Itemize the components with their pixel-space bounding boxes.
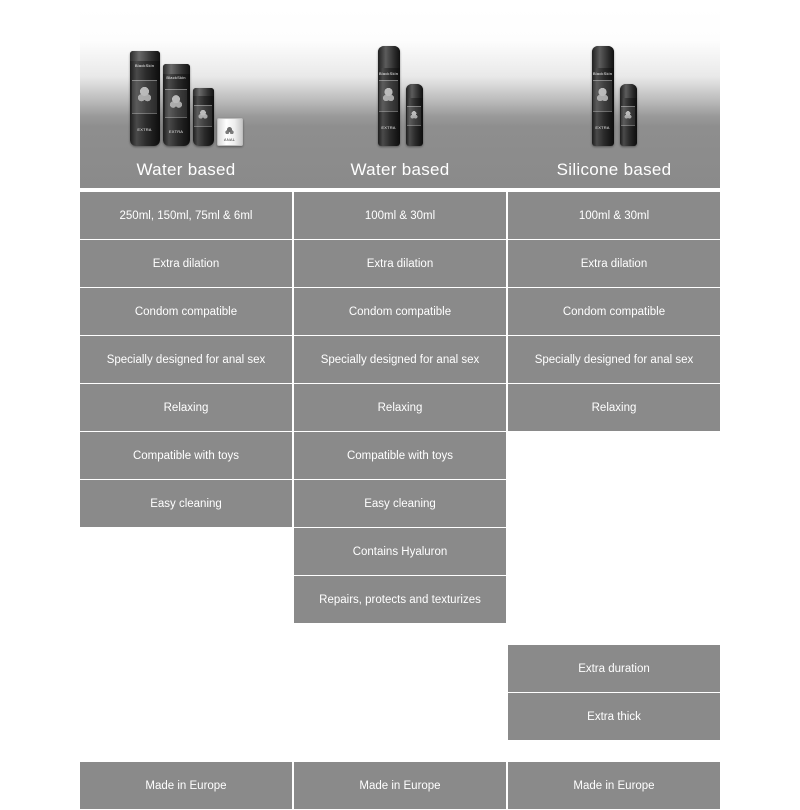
table-cell-empty — [294, 645, 506, 692]
table-row — [80, 576, 720, 623]
table-cell: Extra dilation — [294, 240, 506, 287]
product-spray-100ml — [378, 46, 400, 146]
spray-cap-icon — [378, 46, 400, 68]
table-cell-empty — [294, 693, 506, 740]
table-row — [80, 762, 720, 809]
face-graphic-icon — [196, 108, 209, 121]
comparison-table — [80, 192, 720, 810]
product-sachet-6ml — [217, 118, 243, 146]
table-cell-empty — [508, 741, 720, 761]
table-cell: Extra dilation — [80, 240, 292, 287]
face-graphic-icon — [381, 84, 395, 104]
table-cell: Compatible with toys — [80, 432, 292, 479]
table-cell: Made in Europe — [508, 762, 720, 809]
table-cell-empty — [80, 693, 292, 740]
table-row — [80, 240, 720, 287]
tube-cap-icon — [163, 64, 190, 74]
product-variant-text: EXTRA — [168, 129, 184, 134]
table-cell-empty — [80, 645, 292, 692]
table-row — [80, 645, 720, 692]
table-cell: Made in Europe — [294, 762, 506, 809]
table-row — [80, 693, 720, 740]
table-cell-empty — [508, 432, 720, 479]
table-spacer — [80, 624, 720, 644]
table-cell-empty — [508, 624, 720, 644]
table-cell: 100ml & 30ml — [508, 192, 720, 239]
table-cell: Relaxing — [508, 384, 720, 431]
table-cell-empty — [508, 480, 720, 527]
table-cell: Specially designed for anal sex — [294, 336, 506, 383]
product-group-sprays-silicone — [508, 26, 720, 146]
product-hero-band — [80, 8, 720, 188]
hero-title-1: Water based — [136, 160, 236, 179]
table-cell-empty — [294, 624, 506, 644]
spray-cap-icon — [406, 84, 423, 98]
table-cell-empty — [80, 576, 292, 623]
table-cell-empty — [508, 576, 720, 623]
table-cell-empty — [508, 528, 720, 575]
product-brand-text: BlackSkin — [134, 63, 155, 68]
product-group-sprays-water — [294, 26, 506, 146]
table-cell: 250ml, 150ml, 75ml & 6ml — [80, 192, 292, 239]
product-spray-30ml — [620, 84, 637, 146]
table-cell: Easy cleaning — [80, 480, 292, 527]
product-brand-text: BlackSkin — [166, 75, 186, 80]
table-spacer — [80, 741, 720, 761]
table-cell-empty — [80, 624, 292, 644]
table-cell-empty — [294, 741, 506, 761]
product-variant-text: EXTRA — [137, 127, 152, 132]
hero-column-silicone-based-sprays — [508, 8, 720, 188]
product-tube-150ml — [163, 64, 190, 146]
table-cell: Contains Hyaluron — [294, 528, 506, 575]
table-row — [80, 192, 720, 239]
hero-column-water-based-sprays — [294, 8, 506, 188]
table-cell: Extra thick — [508, 693, 720, 740]
table-cell-empty — [80, 528, 292, 575]
face-graphic-icon — [623, 109, 634, 120]
table-cell: Repairs, protects and texturizes — [294, 576, 506, 623]
table-cell: Easy cleaning — [294, 480, 506, 527]
face-graphic-icon — [409, 109, 420, 120]
hero-title-3: Silicone based — [556, 160, 672, 179]
table-cell: Specially designed for anal sex — [508, 336, 720, 383]
product-tube-75ml — [193, 88, 214, 146]
product-variant-text: EXTRA — [381, 125, 396, 130]
tube-cap-icon — [130, 51, 160, 61]
table-cell: Extra dilation — [508, 240, 720, 287]
table-cell: Compatible with toys — [294, 432, 506, 479]
table-cell: Condom compatible — [80, 288, 292, 335]
tube-cap-icon — [193, 88, 214, 96]
table-row — [80, 336, 720, 383]
product-group-tubes — [80, 26, 292, 146]
table-cell: Relaxing — [80, 384, 292, 431]
table-cell: Specially designed for anal sex — [80, 336, 292, 383]
face-graphic-icon — [135, 83, 154, 104]
table-cell: Extra duration — [508, 645, 720, 692]
face-graphic-icon — [595, 84, 609, 104]
spray-cap-icon — [620, 84, 637, 98]
product-variant-text: ANAL — [223, 137, 236, 142]
table-cell: Condom compatible — [508, 288, 720, 335]
table-row — [80, 480, 720, 527]
face-graphic-icon — [167, 92, 184, 110]
product-spray-30ml — [406, 84, 423, 146]
table-cell: 100ml & 30ml — [294, 192, 506, 239]
table-cell: Condom compatible — [294, 288, 506, 335]
product-brand-text: BlackSkin — [592, 71, 613, 76]
table-row — [80, 288, 720, 335]
table-cell: Made in Europe — [80, 762, 292, 809]
spray-cap-icon — [592, 46, 614, 68]
product-tube-250ml — [130, 51, 160, 146]
table-row — [80, 432, 720, 479]
hero-title-2: Water based — [350, 160, 450, 179]
table-cell: Relaxing — [294, 384, 506, 431]
hero-column-water-based-tubes — [80, 8, 292, 188]
face-graphic-icon — [222, 125, 237, 135]
table-cell-empty — [80, 741, 292, 761]
table-row — [80, 528, 720, 575]
product-spray-100ml — [592, 46, 614, 146]
product-brand-text: BlackSkin — [378, 71, 399, 76]
product-variant-text: EXTRA — [595, 125, 610, 130]
table-row — [80, 384, 720, 431]
